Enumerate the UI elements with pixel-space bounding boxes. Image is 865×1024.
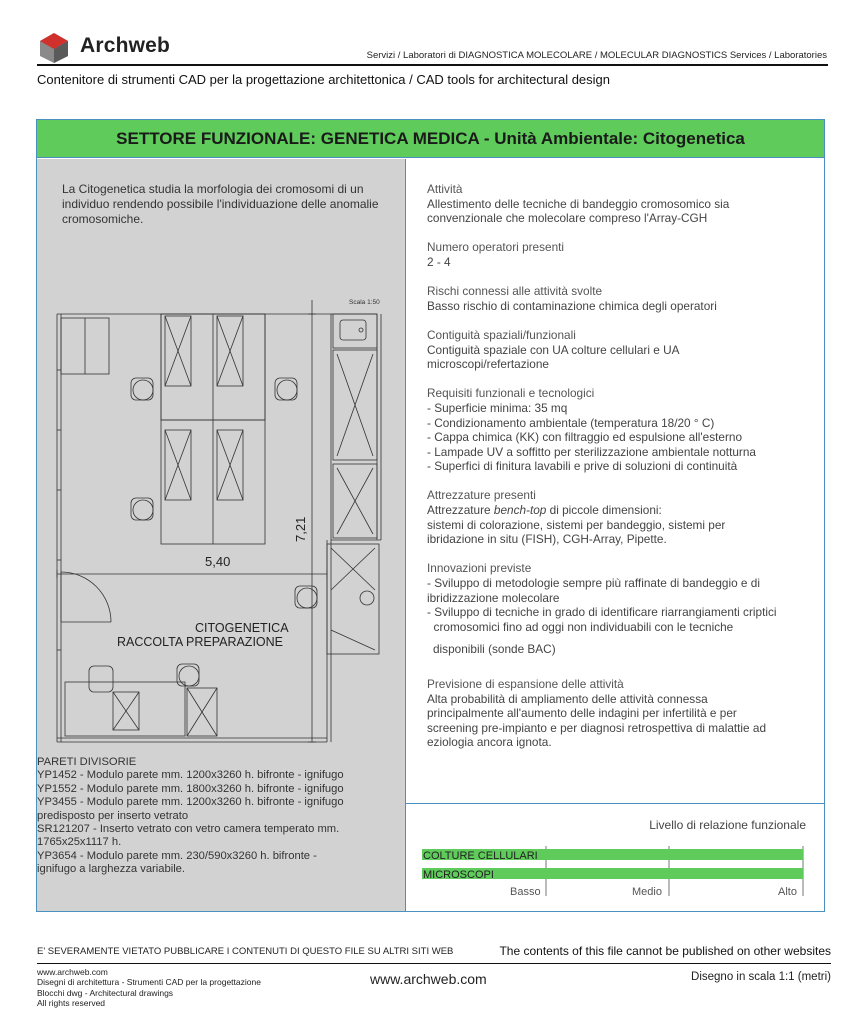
wall-line: YP3654 - Modulo parete mm. 230/590x3260 h. bifronte - — [37, 849, 317, 862]
section-heading: Attrezzature presenti — [427, 488, 536, 503]
relation-chart — [406, 838, 824, 902]
wall-line: YP1552 - Modulo parete mm. 1800x3260 h. bifronte - ignifugo — [37, 782, 344, 795]
section-line: - Sviluppo di metodologie sempre più raffinate di bandeggio e di — [427, 576, 760, 591]
footer-credit-line: www.archweb.com — [37, 967, 108, 977]
wall-line: SR121207 - Inserto vetrato con vetro camera temperato mm. — [37, 823, 340, 836]
scale-label-mid: Medio — [632, 886, 662, 898]
section-activities — [427, 182, 807, 226]
wall-line: predisposto per inserto vetrato — [37, 809, 189, 822]
section-heading: Attività — [427, 182, 463, 196]
section-heading: Numero operatori presenti — [427, 240, 565, 255]
footer-divider — [37, 963, 831, 964]
sector-title: SETTORE FUNZIONALE: GENETICA MEDICA - Unità Ambientale: Citogenetica — [116, 128, 745, 148]
section-line: disponibili (sonde BAC) — [433, 642, 556, 657]
section-heading: Requisiti funzionali e tecnologici — [427, 386, 595, 401]
equipment-post: di piccole dimensioni: — [546, 503, 662, 518]
footer-website-link[interactable]: www.archweb.com — [370, 971, 487, 987]
section-heading: Rischi connessi alle attività svolte — [427, 284, 603, 299]
plan-width-dimension: 5,40 — [205, 554, 231, 569]
scale-label-low: Basso — [510, 886, 541, 898]
section-line: sistemi di colorazione, sistemi per bandeggio, sistemi per — [427, 517, 726, 532]
section-line: - Condizionamento ambientale (temperatura 18/20 ° C) — [427, 415, 715, 430]
section-heading: Contiguità spaziali/funzionali — [427, 327, 576, 342]
wall-line: ignifugo a larghezza variabile. — [37, 863, 186, 876]
footer-credit-line: Blocchi dwg - Architectural drawings — [37, 987, 174, 998]
page-subtitle: Contenitore di strumenti CAD per la progettazione architettonica / CAD tools for architectural design — [37, 72, 611, 87]
footer-credit-line: Disegni di architettura - Strumenti CAD per la progettazione — [37, 977, 261, 988]
plan-room-subname: RACCOLTA PREPARAZIONE — [117, 635, 284, 649]
section-risks — [427, 284, 807, 313]
section-line: principalmente all'aumento delle indagini per infertilità e per — [427, 706, 737, 721]
section-line: eziologia ancora ignota. — [427, 735, 552, 750]
sector-banner — [37, 120, 824, 158]
section-line: Basso rischio di contaminazione chimica degli operatori — [427, 298, 717, 313]
section-expansion — [427, 677, 807, 750]
relation-title: Livello di relazione funzionale — [649, 818, 806, 832]
section-line: 2 - 4 — [427, 254, 451, 269]
relation-label: COLTURE CELLULARI — [423, 850, 538, 862]
scale-label-high: Alto — [778, 886, 797, 898]
section-innovations — [427, 561, 807, 657]
plan-scale-label: Scala 1:50 — [349, 299, 380, 306]
wall-line: YP3455 - Modulo parete mm. 1200x3260 h. bifronte - ignifugo — [37, 796, 344, 809]
section-line: screening pre-impianto e per diagnosi retrospettiva di malattie ad — [427, 720, 767, 735]
section-operators — [427, 240, 807, 269]
archweb-logo-icon — [38, 32, 70, 64]
section-line: ibridazione in situ (FISH), CGH-Array, Pipette. — [427, 532, 667, 547]
services-line: Servizi / Laboratori di DIAGNOSTICA MOLECOLARE / MOLECULAR DIAGNOSTICS Services / Laboratories — [366, 50, 827, 61]
section-requirements — [427, 386, 807, 474]
wall-line: YP1452 - Modulo parete mm. 1200x3260 h. bifronte - ignifugo — [37, 769, 344, 782]
section-contiguity — [427, 328, 807, 372]
footer-credits — [37, 967, 261, 1009]
section-heading: Previsione di espansione delle attività — [427, 677, 624, 691]
section-line: - Superficie minima: 35 mq — [427, 400, 568, 415]
section-equipment — [427, 488, 807, 546]
disclaimer-english: The contents of this file cannot be published on other websites — [499, 944, 831, 958]
partition-walls-list — [37, 756, 397, 877]
disclaimer-italian: E' SEVERAMENTE VIETATO PUBBLICARE I CONTENUTI DI QUESTO FILE SU ALTRI SITI WEB — [37, 946, 454, 957]
relation-label: MICROSCOPI — [423, 869, 494, 881]
wall-line: 1765x25x1117 h. — [37, 836, 122, 849]
section-line: Contiguità spaziale con UA colture cellulari e UA — [427, 342, 680, 357]
partition-walls-title: PARETI DIVISORIE — [37, 756, 137, 768]
footer-scale-note: Disegno in scala 1:1 (metri) — [691, 971, 831, 983]
unit-details — [427, 182, 807, 765]
relation-divider — [406, 803, 824, 804]
floor-plan — [37, 290, 406, 750]
section-line: ibridizzazione molecolare — [427, 590, 560, 605]
section-line: - Lampade UV a soffitto per sterilizzazione ambientale notturna — [427, 444, 756, 459]
section-line: - Superfici di finitura lavabili e prive di soluzioni di continuità — [427, 459, 738, 474]
section-line: cromosomici fino ad oggi non individuabili con le tecniche — [427, 619, 734, 634]
section-line: Alta probabilità di ampliamento delle attività connessa — [427, 691, 708, 706]
plan-room-name: CITOGENETICA — [195, 621, 289, 635]
intro-text: La Citogenetica studia la morfologia dei cromosomi di un individuo rendendo possibile l'individuazione delle anomalie cromosomiche. — [62, 182, 379, 226]
section-heading: Innovazioni previste — [427, 561, 532, 576]
plan-depth-dimension: 7,21 — [293, 516, 308, 542]
equipment-emphasis: bench-top — [493, 503, 547, 518]
section-line: - Cappa chimica (KK) con filtraggio ed espulsione all'esterno — [427, 430, 743, 445]
section-line: - Sviluppo di tecniche in grado di identificare riarrangiamenti criptici — [427, 605, 777, 620]
header-divider — [37, 64, 828, 66]
section-line: Allestimento delle tecniche di bandeggio cromosomico sia — [427, 196, 730, 211]
section-line: convenzionale che molecolare compreso l'Array-CGH — [427, 211, 708, 226]
section-line: microscopi/refertazione — [427, 357, 549, 372]
section-line — [427, 503, 807, 518]
equipment-pre: Attrezzature — [427, 503, 494, 518]
archweb-logo-text: Archweb — [80, 34, 171, 57]
footer-credit-line: All rights reserved — [37, 998, 106, 1009]
